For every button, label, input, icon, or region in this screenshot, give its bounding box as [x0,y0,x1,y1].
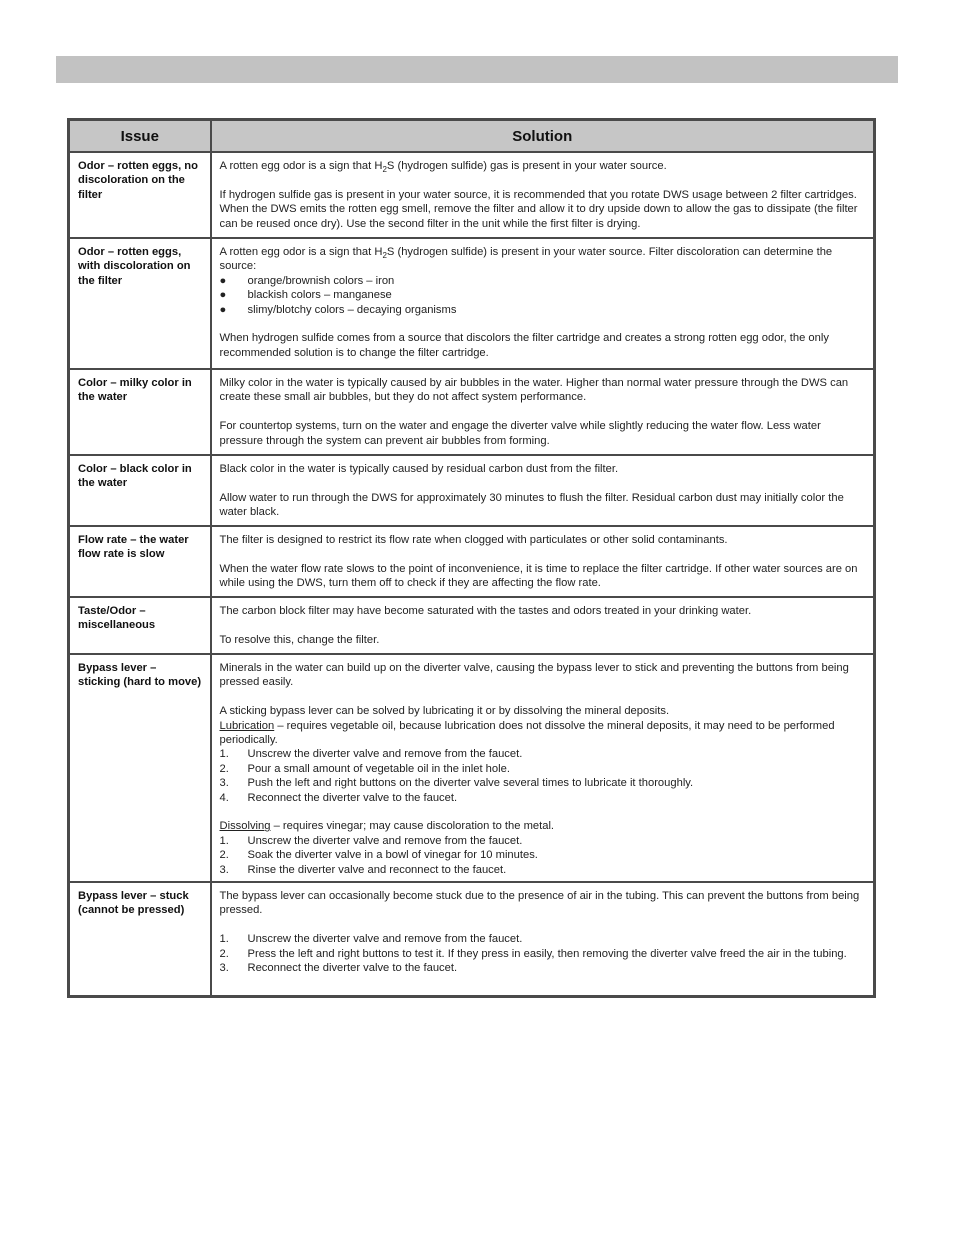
list-item [220,762,866,776]
text: S (hydrogen sulfide) is present in your water source. Filter discoloration can determine the source: [219,246,833,273]
list-item [220,863,866,877]
list-item [220,834,866,848]
list-item-text: blackish colors – manganese [247,289,392,302]
text: A rotten egg odor is a sign that H [219,160,383,172]
solution-paragraph: For countertop systems, turn on the water and engage the diverter valve while slightly reducing the water flow. Less water pressure through the system can prevent air bubbles from forming. [219,420,821,447]
list-item [220,747,866,761]
troubleshooting-table [67,118,876,998]
solution-column-header: Solution [211,120,875,153]
table-row [69,654,875,882]
solution-cell [211,654,875,882]
list-number: 1. [219,834,229,847]
solution-paragraph: Milky color in the water is typically caused by air bubbles in the water. Higher than normal water pressure through the DWS can create these small air bubbles, but they do not affect system performance. [219,377,849,404]
bullet-icon: ● [219,303,227,316]
numbered-list [220,834,866,877]
list-item-text: Reconnect the diverter valve to the faucet. [247,962,458,975]
table-row [69,455,875,526]
solution-cell [211,152,875,238]
table-header-row [69,120,875,153]
issue-column-header: Issue [69,120,211,153]
solution-paragraph [220,159,866,173]
solution-cell [211,882,875,996]
solution-paragraph: When hydrogen sulfide comes from a source that discolors the filter cartridge and creates a strong rotten egg odor, the only recommended solution is to change the filter cartridge. [219,332,829,359]
list-item [220,932,866,946]
list-item-text: Pour a small amount of vegetable oil in the inlet hole. [247,762,510,775]
solution-paragraph: Allow water to run through the DWS for approximately 30 minutes to flush the filter. Residual carbon dust may initially color the water black. [219,491,844,519]
list-number: 3. [219,777,229,790]
issue-cell: Flow rate – the water flow rate is slow [69,526,211,597]
numbered-list [220,932,866,975]
solution-paragraph: The carbon block filter may have become saturated with the tastes and odors treated in your drinking water. [219,605,752,617]
solution-paragraph: To resolve this, change the filter. [219,633,380,646]
list-item-text: Reconnect the diverter valve to the faucet. [247,791,458,804]
issue-cell: Bypass lever – sticking (hard to move) [69,654,211,882]
dissolving-paragraph [220,819,866,833]
list-item-text: Press the left and right buttons to test it. If they press in easily, then removing the diverter valve freed the air in the tubing. [247,947,847,960]
solution-paragraph: The bypass lever can occasionally become stuck due to the presence of air in the tubing. This can prevent the buttons from being pressed. [219,890,860,917]
issue-cell: Color – milky color in the water [69,369,211,455]
list-item-text: Soak the diverter valve in a bowl of vinegar for 10 minutes. [247,849,538,862]
list-item [220,848,866,862]
issue-cell: Odor – rotten eggs, with discoloration on the filter [69,238,211,369]
table-row [69,369,875,455]
issue-cell: Taste/Odor – miscellaneous [69,597,211,654]
bullet-list [220,274,866,317]
table-row [69,597,875,654]
list-item [220,274,866,288]
bullet-icon: ● [219,274,227,287]
issue-cell: Color – black color in the water [69,455,211,526]
list-item-text: Push the left and right buttons on the diverter valve several times to lubricate it thoroughly. [247,777,694,790]
list-number: 3. [219,962,229,975]
list-number: 2. [219,762,229,775]
dissolving-label: Dissolving [219,820,271,833]
list-number: 3. [219,863,229,876]
table-row [69,152,875,238]
subscript: 2 [382,165,387,175]
solution-cell [211,369,875,455]
list-number: 2. [219,849,229,862]
text: A rotten egg odor is a sign that H [219,246,383,258]
list-number: 1. [219,748,229,761]
solution-paragraph [220,245,866,274]
header-banner [56,56,898,83]
issue-cell: Bypass lever – stuck (cannot be pressed) [69,882,211,996]
solution-paragraph: The filter is designed to restrict its flow rate when clogged with particulates or other solid contaminants. [219,534,728,546]
list-item [220,303,866,317]
list-item [220,776,866,790]
solution-paragraph: When the water flow rate slows to the point of inconvenience, it is time to replace the filter cartridge. If other water sources are on while using the DWS, turn them off to check if they are affecting the flow rate. [219,562,858,590]
solution-paragraph: Black color in the water is typically caused by residual carbon dust from the filter. [219,463,619,475]
text: – requires vinegar; may cause discoloration to the metal. [270,820,555,833]
text: – requires vegetable oil, because lubrication does not dissolve the mineral deposits, it may need to be performed periodically. [219,719,835,747]
list-item [220,791,866,805]
list-item-text: slimy/blotchy colors – decaying organisms [247,303,457,316]
table-row [69,882,875,996]
list-item-text: orange/brownish colors – iron [247,274,395,287]
solution-cell [211,238,875,369]
list-item-text: Unscrew the diverter valve and remove from the faucet. [247,834,523,847]
bullet-icon: ● [219,289,227,302]
subscript: 2 [382,251,387,261]
table-row [69,526,875,597]
solution-paragraph: A sticking bypass lever can be solved by lubricating it or by dissolving the mineral deposits. [219,705,670,718]
list-item [220,288,866,302]
list-number: 4. [219,791,229,804]
list-item-text: Unscrew the diverter valve and remove from the faucet. [247,933,523,946]
list-number: 1. [219,933,229,946]
solution-cell [211,597,875,654]
issue-cell: Odor – rotten eggs, no discoloration on the filter [69,152,211,238]
list-item [220,947,866,961]
troubleshooting-table-wrap [67,118,873,998]
list-number: 2. [219,947,229,960]
table-row [69,238,875,369]
numbered-list [220,747,866,805]
list-item-text: Unscrew the diverter valve and remove from the faucet. [247,748,523,761]
list-item [220,961,866,975]
solution-cell [211,455,875,526]
lubrication-label: Lubrication [219,719,275,732]
solution-paragraph: If hydrogen sulfide gas is present in your water source, it is recommended that you rotate DWS usage between 2 filter cartridges. When the DWS emits the rotten egg smell, remove the filter and allow it to dry upside down to allow the gas to dissipate (the filter can be reused once dry). Use the second filter in the unit while the first filter is drying. [219,188,858,230]
solution-paragraph: Minerals in the water can build up on the diverter valve, causing the bypass lever to stick and preventing the buttons from being pressed easily. [219,662,849,689]
lubrication-paragraph [220,719,866,748]
list-item-text: Rinse the diverter valve and reconnect to the faucet. [247,863,507,876]
text: S (hydrogen sulfide) gas is present in your water source. [386,160,667,172]
solution-cell [211,526,875,597]
